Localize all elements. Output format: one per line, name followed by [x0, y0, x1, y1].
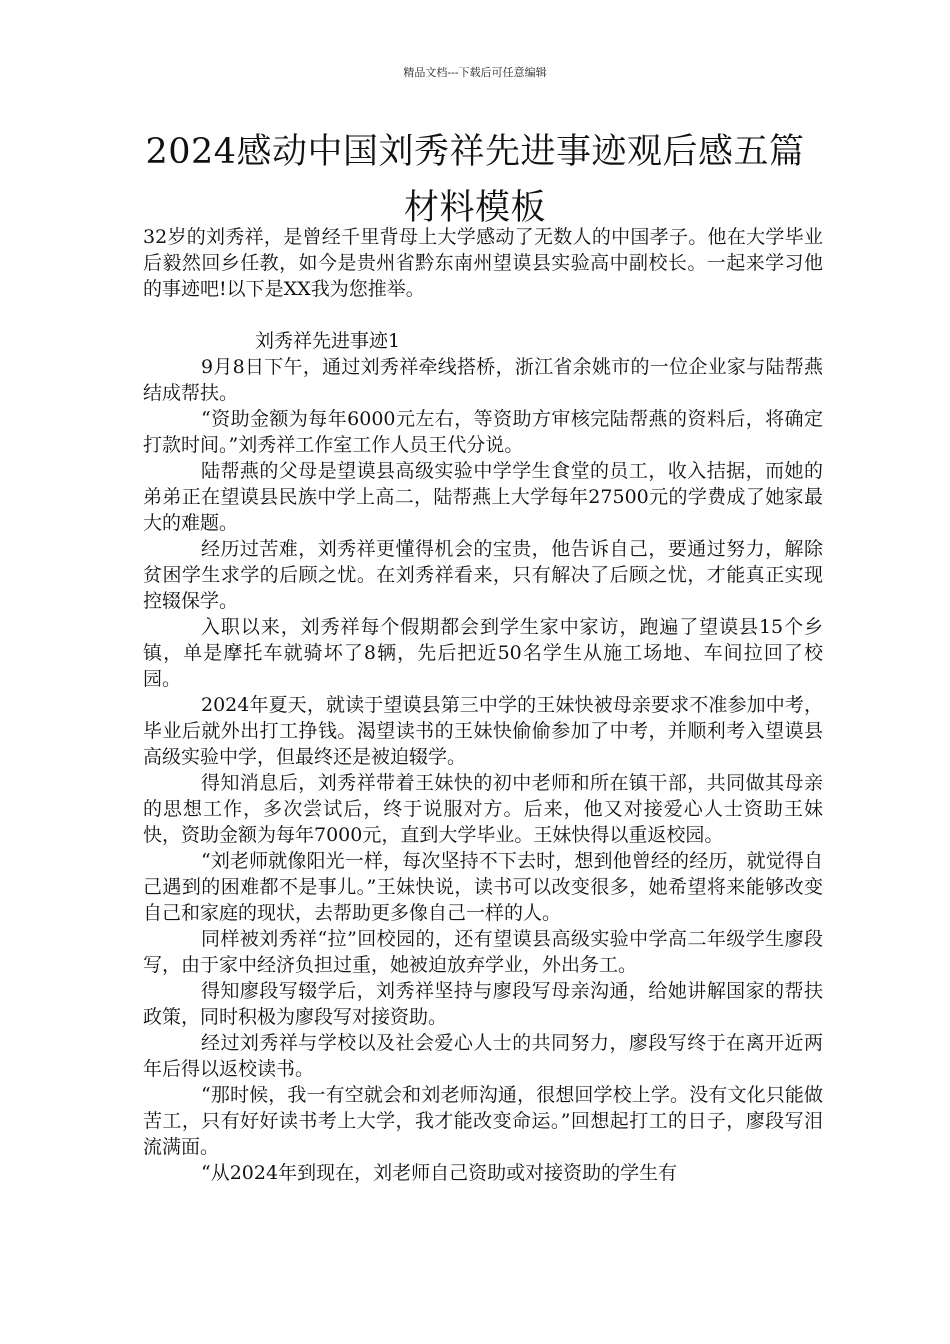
paragraph: 陆帮燕的父母是望谟县高级实验中学学生食堂的员工，收入拮据，而她的弟弟正在望谟县民族中学上高二，陆帮燕上大学每年27500元的学费成了她家最大的难题。 — [143, 460, 823, 534]
paragraph: “资助金额为每年6000元左右，等资助方审核完陆帮燕的资料后，将确定打款时间。”刘秀祥工作室工作人员王代分说。 — [143, 408, 823, 456]
paragraph: “从2024年到现在，刘老师自己资助或对接资助的学生有 — [201, 1162, 678, 1184]
paragraph: 9月8日下午，通过刘秀祥牵线搭桥，浙江省余姚市的一位企业家与陆帮燕结成帮扶。 — [143, 356, 823, 404]
page-header: 精品文档---下载后可任意编辑 — [403, 66, 547, 79]
paragraph: “那时候，我一有空就会和刘老师沟通，很想回学校上学。没有文化只能做苦工，只有好好读书考上大学，我才能改变命运。”回想起打工的日子，廖段写泪流满面。 — [143, 1084, 823, 1158]
title-line-2: 材料模板 — [403, 188, 546, 228]
paragraph: “刘老师就像阳光一样，每次坚持不下去时，想到他曾经的经历，就觉得自己遇到的困难都不是事儿。”王妹快说，读书可以改变很多，她希望将来能够改变自己和家庭的现状，去帮助更多像自己一样的人。 — [143, 850, 823, 924]
paragraph: 经过刘秀祥与学校以及社会爱心人士的共同努力，廖段写终于在离开近两年后得以返校读书。 — [143, 1032, 823, 1080]
document-body — [143, 224, 823, 1186]
paragraph: 同样被刘秀祥“拉”回校园的，还有望谟县高级实验中学高二年级学生廖段写，由于家中经济负担过重，她被迫放弃学业，外出务工。 — [143, 928, 823, 976]
paragraph: 得知消息后，刘秀祥带着王妹快的初中老师和所在镇干部，共同做其母亲的思想工作，多次尝试后，终于说服对方。后来，他又对接爱心人士资助王妹快，资助金额为每年7000元，直到大学毕业。王妹快得以重返校园。 — [143, 772, 823, 846]
intro-paragraph: 32岁的刘秀祥，是曾经千里背母上大学感动了无数人的中国孝子。他在大学毕业后毅然回乡任教，如今是贵州省黔东南州望谟县实验高中副校长。一起来学习他的事迹吧!以下是XX我为您推举。 — [143, 226, 823, 300]
title-line-1: 2024感动中国刘秀祥先进事迹观后感五篇 — [145, 132, 805, 172]
document-title — [100, 124, 850, 236]
paragraph: 经历过苦难，刘秀祥更懂得机会的宝贵，他告诉自己，要通过努力，解除贫困学生求学的后顾之忧。在刘秀祥看来，只有解决了后顾之忧，才能真正实现控辍保学。 — [143, 538, 823, 612]
paragraph: 入职以来，刘秀祥每个假期都会到学生家中家访，跑遍了望谟县15个乡镇，单是摩托车就骑坏了8辆，先后把近50名学生从施工场地、车间拉回了校园。 — [143, 616, 823, 690]
paragraph: 得知廖段写辍学后，刘秀祥坚持与廖段写母亲沟通，给她讲解国家的帮扶政策，同时积极为廖段写对接资助。 — [143, 980, 823, 1028]
paragraph: 2024年夏天，就读于望谟县第三中学的王妹快被母亲要求不准参加中考，毕业后就外出打工挣钱。渴望读书的王妹快偷偷参加了中考，并顺利考入望谟县高级实验中学，但最终还是被迫辍学。 — [143, 694, 823, 768]
section-title: 刘秀祥先进事迹1 — [255, 330, 401, 352]
